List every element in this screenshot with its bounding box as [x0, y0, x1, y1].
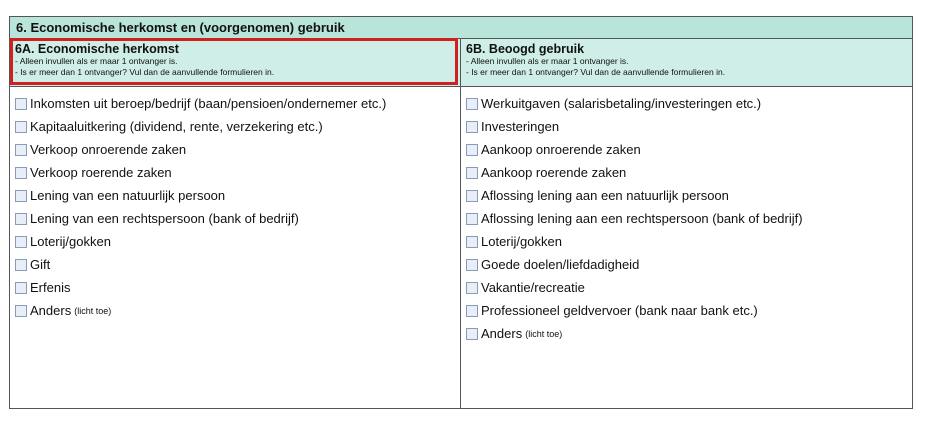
checkbox[interactable]	[466, 282, 478, 294]
checkbox-label: Aflossing lening aan een rechtspersoon (bank of bedrijf)	[481, 211, 803, 226]
checkbox-item[interactable]	[15, 230, 460, 253]
checkbox-item[interactable]	[15, 184, 460, 207]
column-header-use	[461, 39, 912, 87]
other-hint: (licht toe)	[74, 305, 112, 316]
column-title-use: 6B. Beoogd gebruik	[466, 42, 585, 56]
checkbox-item[interactable]	[15, 92, 460, 115]
checkbox[interactable]	[466, 167, 478, 179]
checkbox-item[interactable]	[466, 184, 912, 207]
checkbox-label: Professioneel geldvervoer (bank naar bank etc.)	[481, 303, 758, 318]
checkbox[interactable]	[466, 236, 478, 248]
checkbox[interactable]	[466, 213, 478, 225]
checkbox[interactable]	[466, 144, 478, 156]
checkbox[interactable]	[466, 190, 478, 202]
checkbox[interactable]	[15, 259, 27, 271]
checkbox-label: Aankoop roerende zaken	[481, 165, 627, 180]
column-note-1: - Alleen invullen als er maar 1 ontvanger is.	[15, 56, 178, 66]
column-note-2: - Is er meer dan 1 ontvanger? Vul dan de aanvullende formulieren in.	[15, 67, 275, 77]
checkbox[interactable]	[15, 305, 27, 317]
form-section-6	[9, 16, 913, 409]
checkbox-label: Lening van een rechtspersoon (bank of bedrijf)	[30, 211, 299, 226]
checkbox-label: Verkoop onroerende zaken	[30, 142, 187, 157]
checkbox-label: Loterij/gokken	[30, 234, 111, 249]
checkbox-label: Goede doelen/liefdadigheid	[481, 257, 640, 272]
column-intended-use	[461, 39, 912, 408]
column-note-2: - Is er meer dan 1 ontvanger? Vul dan de aanvullende formulieren in.	[466, 67, 726, 77]
checkbox-list-use	[466, 92, 912, 345]
checkbox[interactable]	[15, 236, 27, 248]
checkbox-item[interactable]	[15, 115, 460, 138]
checkbox-label: Anders	[481, 326, 523, 341]
checkbox-item-other[interactable]	[15, 299, 460, 322]
checkbox[interactable]	[466, 98, 478, 110]
checkbox-item[interactable]	[466, 276, 912, 299]
checkbox-label: Aankoop onroerende zaken	[481, 142, 641, 157]
checkbox-item-other[interactable]	[466, 322, 912, 345]
checkbox[interactable]	[15, 213, 27, 225]
column-title-origin: 6A. Economische herkomst	[15, 42, 179, 56]
checkbox-item[interactable]	[466, 207, 912, 230]
checkbox[interactable]	[15, 98, 27, 110]
checkbox-label: Anders	[30, 303, 72, 318]
checkbox-label: Vakantie/recreatie	[481, 280, 585, 295]
checkbox-label: Aflossing lening aan een natuurlijk persoon	[481, 188, 729, 203]
checkbox-item[interactable]	[15, 207, 460, 230]
checkbox-item[interactable]	[15, 253, 460, 276]
checkbox-label: Werkuitgaven (salarisbetaling/investeringen etc.)	[481, 96, 762, 111]
checkbox-item[interactable]	[466, 299, 912, 322]
column-note-1: - Alleen invullen als er maar 1 ontvanger is.	[466, 56, 629, 66]
checkbox-label: Investeringen	[481, 119, 560, 134]
checkbox[interactable]	[15, 167, 27, 179]
checkbox-item[interactable]	[15, 138, 460, 161]
other-hint: (licht toe)	[525, 328, 563, 339]
checkbox-item[interactable]	[466, 115, 912, 138]
checkbox[interactable]	[466, 259, 478, 271]
checkbox-item[interactable]	[15, 161, 460, 184]
column-economic-origin	[10, 39, 461, 408]
checkbox[interactable]	[15, 144, 27, 156]
checkbox[interactable]	[15, 190, 27, 202]
checkbox-item[interactable]	[466, 253, 912, 276]
checkbox-label: Kapitaaluitkering (dividend, rente, verzekering etc.)	[30, 119, 323, 134]
checkbox-label: Inkomsten uit beroep/bedrijf (baan/pensioen/ondernemer etc.)	[30, 96, 387, 111]
checkbox-item[interactable]	[466, 161, 912, 184]
checkbox-item[interactable]	[466, 230, 912, 253]
checkbox-label: Verkoop roerende zaken	[30, 165, 172, 180]
checkbox-list-origin	[15, 92, 460, 322]
checkbox[interactable]	[15, 121, 27, 133]
checkbox-item[interactable]	[466, 138, 912, 161]
section-title: 6. Economische herkomst en (voorgenomen) gebruik	[10, 17, 912, 39]
checkbox[interactable]	[466, 305, 478, 317]
checkbox[interactable]	[15, 282, 27, 294]
column-header-origin	[10, 39, 460, 87]
checkbox-item[interactable]	[15, 276, 460, 299]
checkbox-label: Loterij/gokken	[481, 234, 562, 249]
checkbox-label: Gift	[30, 257, 51, 272]
checkbox-label: Lening van een natuurlijk persoon	[30, 188, 226, 203]
checkbox[interactable]	[466, 121, 478, 133]
checkbox-label: Erfenis	[30, 280, 71, 295]
checkbox[interactable]	[466, 328, 478, 340]
checkbox-item[interactable]	[466, 92, 912, 115]
